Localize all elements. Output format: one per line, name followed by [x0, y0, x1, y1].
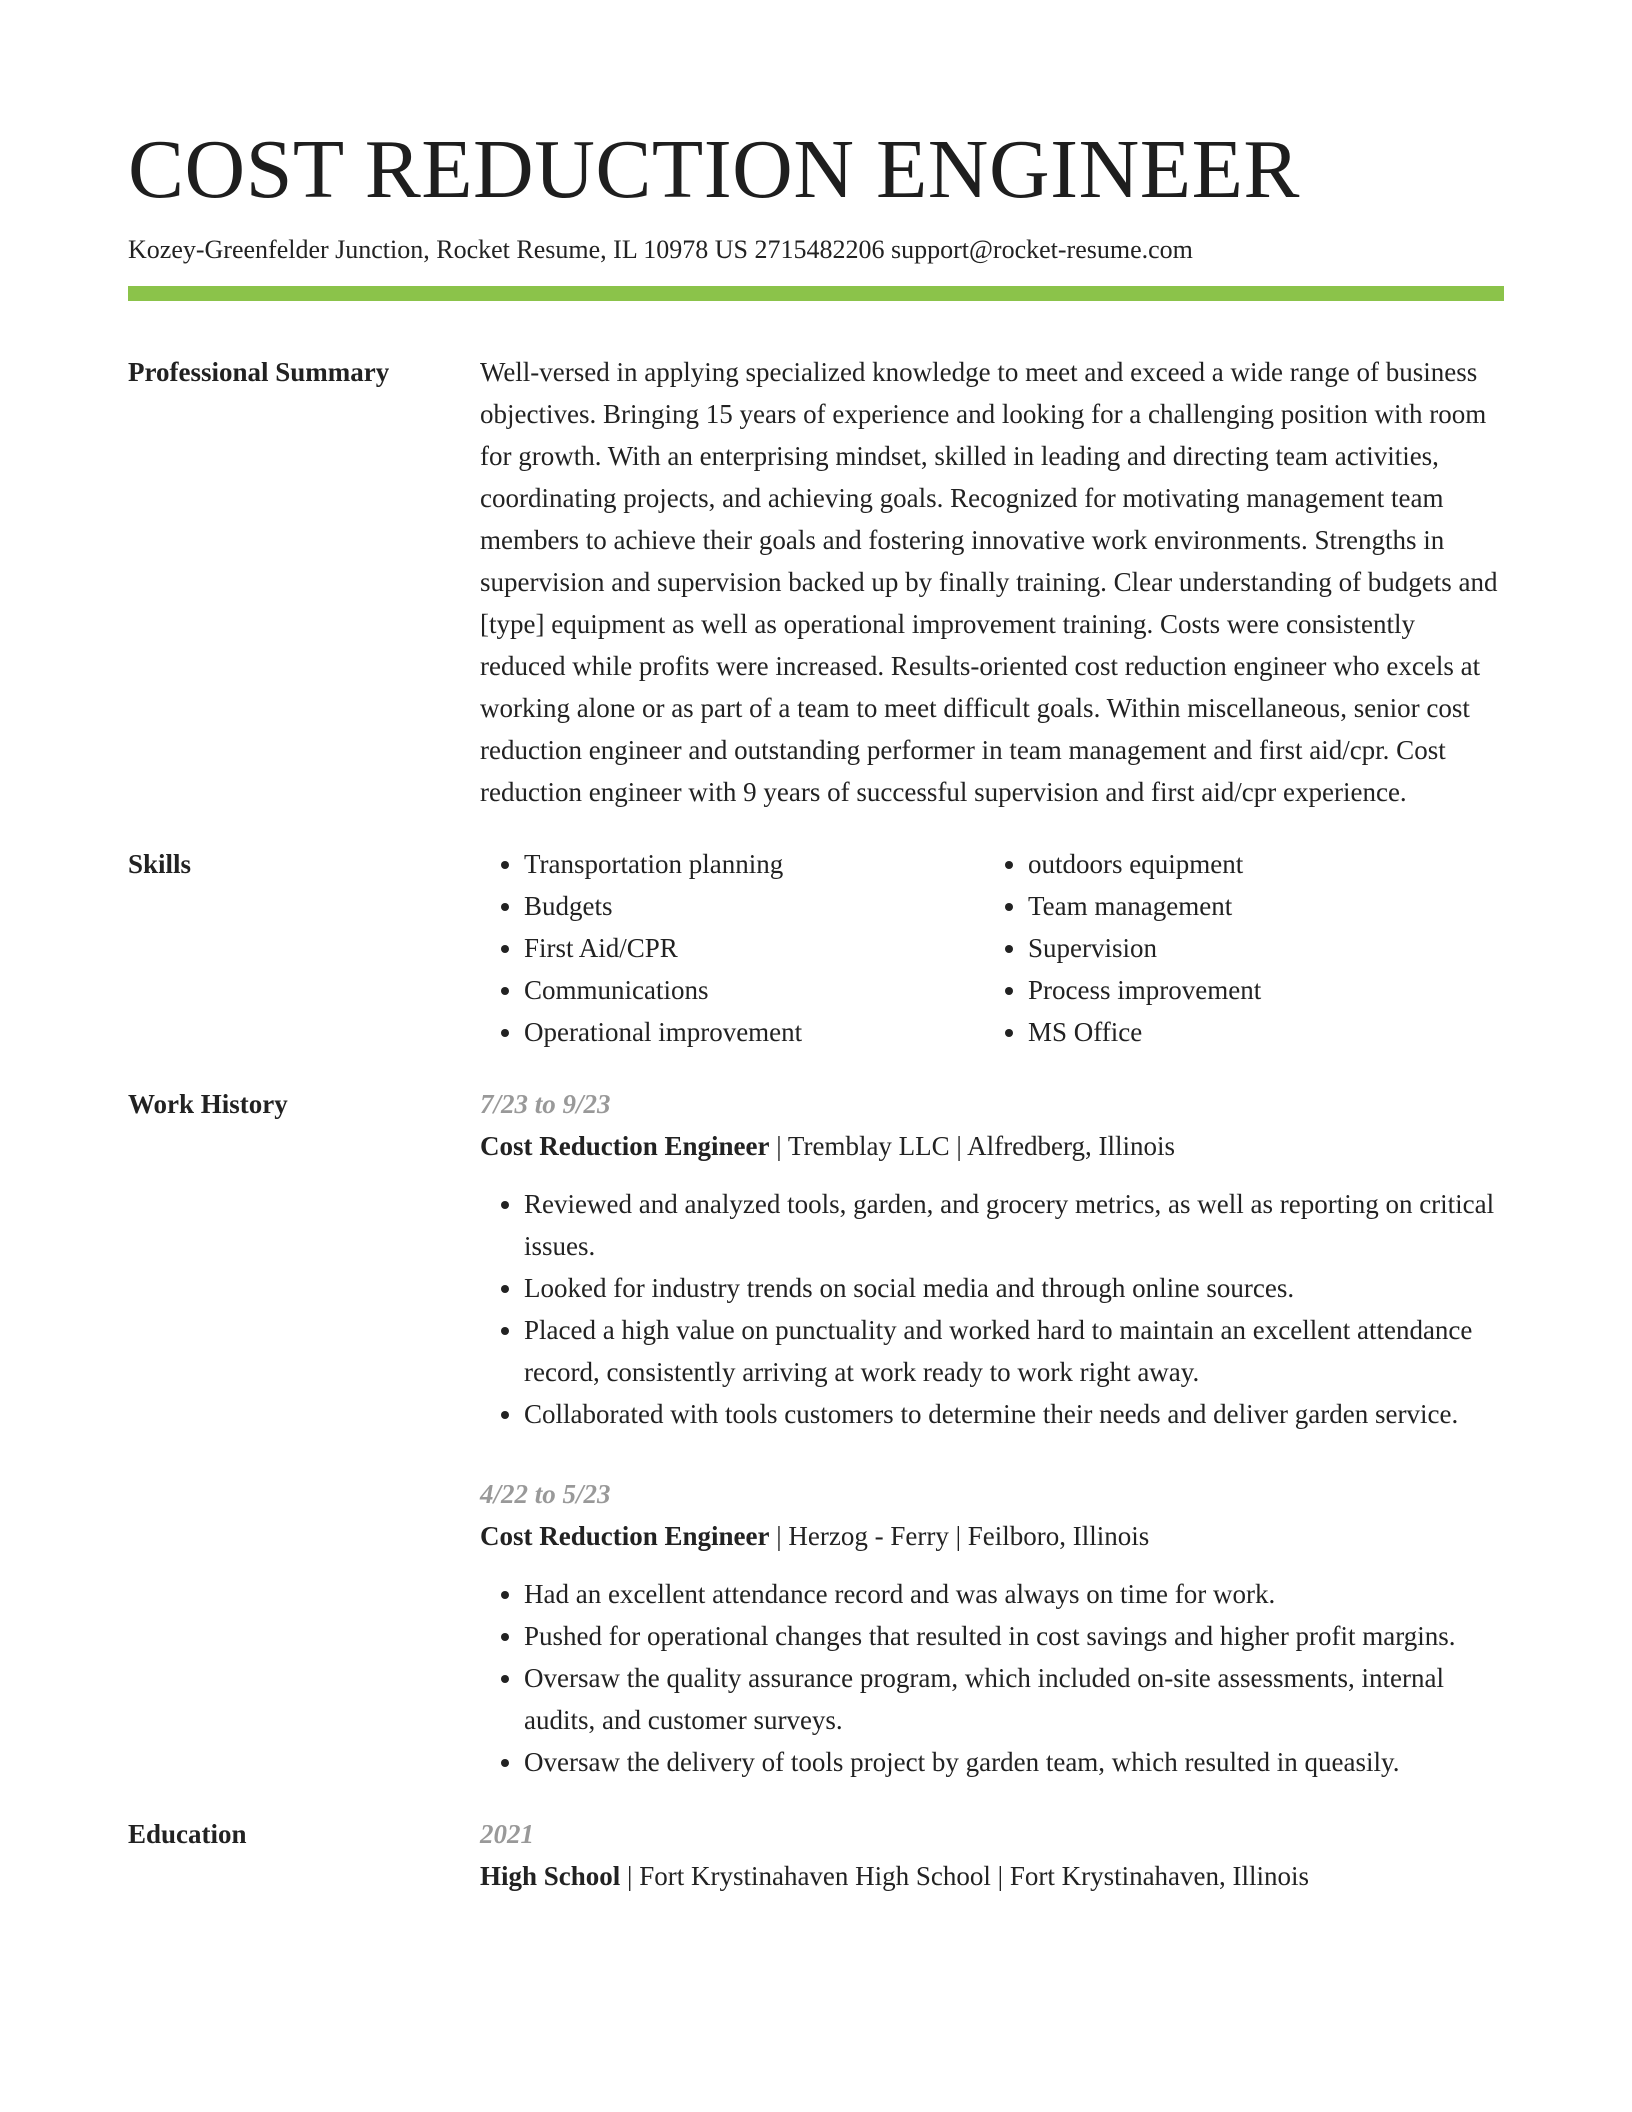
education-year: 2021	[480, 1819, 534, 1849]
job-line	[480, 1125, 1504, 1167]
skills-column-1	[480, 843, 984, 1053]
job-bullets	[480, 1183, 1504, 1435]
job-dates: 4/22 to 5/23	[480, 1479, 611, 1509]
skills-body	[480, 843, 1504, 1053]
contact-line: Kozey-Greenfelder Junction, Rocket Resume, IL 10978 US 2715482206 support@rocket-resume.com	[128, 235, 1193, 264]
job-bullet: • Had an excellent attendance record and was always on time for work.	[524, 1573, 1504, 1615]
skill-item: • MS Office	[1028, 1011, 1488, 1053]
job-bullet: • Oversaw the quality assurance program, which included on-site assessments, internal audits, and customer surveys.	[524, 1657, 1504, 1741]
job-bullets	[480, 1573, 1504, 1783]
skill-item: • First Aid/CPR	[524, 927, 984, 969]
skills-column-2	[984, 843, 1488, 1053]
job-details: | Tremblay LLC | Alfredberg, Illinois	[769, 1131, 1176, 1161]
skill-item: • Team management	[1028, 885, 1488, 927]
skill-item: • Supervision	[1028, 927, 1488, 969]
education-heading: Education	[128, 1819, 247, 1849]
job-bullet: • Reviewed and analyzed tools, garden, and grocery metrics, as well as reporting on critical issues.	[524, 1183, 1504, 1267]
job-bullet: • Collaborated with tools customers to determine their needs and deliver garden service.	[524, 1393, 1504, 1435]
work-history-body	[480, 1083, 1504, 1783]
summary-body	[480, 351, 1504, 813]
job-details: | Herzog - Ferry | Feilboro, Illinois	[769, 1521, 1150, 1551]
education-section	[128, 1813, 1504, 1897]
summary-text: Well-versed in applying specialized knowledge to meet and exceed a wide range of business objectives. Bringing 15 years of experience and looking for a challenging position with room for growth. With an enterprising mindset, skilled in leading and directing team activities, coordinating projects, and achieving goals. Recognized for motivating management team members to achieve their goals and fostering innovative work environments. Strengths in supervision and supervision backed up by finally training. Clear understanding of budgets and [type] equipment as well as operational improvement training. Costs were consistently reduced while profits were increased. Results-oriented cost reduction engineer who excels at working alone or as part of a team to meet difficult goals. Within miscellaneous, senior cost reduction engineer and outstanding performer in team management and first aid/cpr. Cost reduction engineer with 9 years of successful supervision and first aid/cpr experience.	[480, 357, 1498, 807]
skills-section	[128, 843, 1504, 1053]
job-title: Cost Reduction Engineer	[480, 1131, 770, 1161]
work-history-heading: Work History	[128, 1089, 288, 1119]
job-line	[480, 1515, 1504, 1557]
job-dates: 7/23 to 9/23	[480, 1089, 611, 1119]
skill-item: • Operational improvement	[524, 1011, 984, 1053]
job-title: Cost Reduction Engineer	[480, 1521, 770, 1551]
job-bullet: • Placed a high value on punctuality and worked hard to maintain an excellent attendance record, consistently arriving at work ready to work right away.	[524, 1309, 1504, 1393]
header-divider	[128, 286, 1504, 301]
skill-item: • outdoors equipment	[1028, 843, 1488, 885]
skill-item: • Communications	[524, 969, 984, 1011]
skill-item: • Transportation planning	[524, 843, 984, 885]
summary-heading: Professional Summary	[128, 357, 390, 387]
job-entry	[480, 1473, 1504, 1783]
education-line	[480, 1855, 1504, 1897]
job-bullet: • Pushed for operational changes that resulted in cost savings and higher profit margins.	[524, 1615, 1504, 1657]
work-history-section	[128, 1083, 1504, 1783]
skills-heading: Skills	[128, 849, 192, 879]
job-bullet: • Looked for industry trends on social media and through online sources.	[524, 1267, 1504, 1309]
education-details: | Fort Krystinahaven High School | Fort Krystinahaven, Illinois	[620, 1861, 1310, 1891]
skill-item: • Process improvement	[1028, 969, 1488, 1011]
skill-item: • Budgets	[524, 885, 984, 927]
job-entry	[480, 1083, 1504, 1435]
job-bullet: • Oversaw the delivery of tools project by garden team, which resulted in queasily.	[524, 1741, 1504, 1783]
education-degree: High School	[480, 1861, 621, 1891]
resume-name: COST REDUCTION ENGINEER	[128, 123, 1300, 216]
summary-section	[128, 351, 1504, 813]
education-body	[480, 1813, 1504, 1897]
